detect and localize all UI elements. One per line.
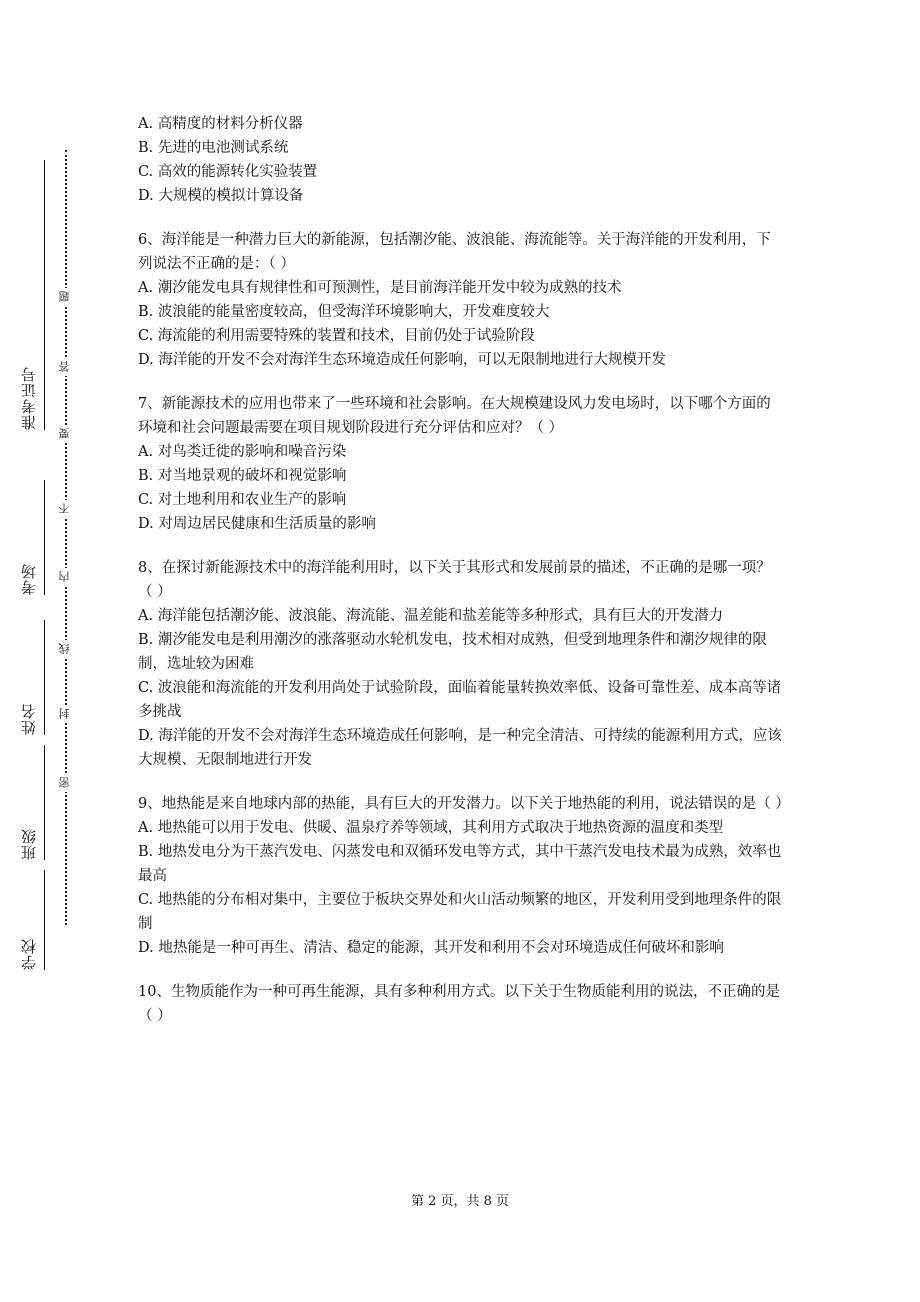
answer-option: A. 高精度的材料分析仪器 [138,116,303,132]
seal-char: 答 [56,358,74,376]
answer-option: D. 对周边居民健康和生活质量的影响 [138,516,376,532]
seal-char: 要 [56,425,74,443]
answer-option: C. 波浪能和海流能的开发利用尚处于试验阶段，面临着能量转换效率低、设备可靠性差、成本高等诸多挑战 [138,680,782,720]
binding-field-label: 班级 [20,828,38,860]
binding-field [14,160,44,430]
question-stem: 8、在探讨新能源技术中的海洋能利用时，以下关于其形式和发展前景的描述，不正确的是哪一项？（ ） [138,560,771,600]
answer-option: A. 对鸟类迁徙的影响和噪音污染 [138,444,347,460]
page-footer: 第 2 页，共 8 页 [410,1194,510,1209]
answer-option: B. 潮汐能发电是利用潮汐的涨落驱动水轮机发电，技术相对成熟，但受到地理条件和潮汐规律的限制，选址较为困难 [138,632,767,672]
seal-dotted-line [65,150,67,925]
question [138,228,784,372]
binding-field-line[interactable] [44,870,45,970]
answer-option: C. 海流能的利用需要特殊的装置和技术，目前仍处于试验阶段 [138,328,535,344]
answer-option: A. 潮汐能发电具有规律性和可预测性，是目前海洋能开发中较为成熟的技术 [138,280,622,296]
binding-field [14,620,44,735]
seal-char: 封 [56,705,74,723]
question [138,980,784,1028]
answer-option: C. 对土地利用和农业生产的影响 [138,492,347,508]
question-stem: 6、海洋能是一种潜力巨大的新能源，包括潮汐能、波浪能、海流能等。关于海洋能的开发利用，下列说法不正确的是：（ ） [138,232,771,272]
binding-field-label: 姓名 [20,703,38,735]
answer-option: B. 地热发电分为干蒸汽发电、闪蒸发电和双循环发电等方式，其中干蒸汽发电技术最为成熟，效率也最高 [138,844,782,884]
seal-char: 线 [56,640,74,658]
binding-field-label: 考场 [20,563,38,595]
binding-field-label: 准考证号 [20,366,38,430]
question-stem: 9、地热能是来自地球内部的热能，具有巨大的开发潜力。以下关于地热能的利用，说法错误的是（ ） [138,796,790,812]
answer-option: D. 大规模的模拟计算设备 [138,188,304,204]
binding-field-line[interactable] [44,160,45,430]
answer-option: A. 海洋能包括潮汐能、波浪能、海流能、温差能和盐差能等多种形式，具有巨大的开发潜力 [138,608,724,624]
binding-field-line[interactable] [44,745,45,860]
answer-option: D. 海洋能的开发不会对海洋生态环境造成任何影响，可以无限制地进行大规模开发 [138,352,666,368]
answer-option: D. 海洋能的开发不会对海洋生态环境造成任何影响，是一种完全清洁、可持续的能源利用方式，应该大规模、无限制地进行开发 [138,728,782,768]
binding-margin [0,0,110,1302]
question [138,556,784,772]
answer-option: A. 地热能可以用于发电、供暖、温泉疗养等领域，其利用方式取决于地热资源的温度和类型 [138,820,724,836]
question-list [138,112,790,1048]
seal-char: 不 [56,500,74,518]
question [138,112,784,208]
answer-option: B. 对当地景观的破坏和视觉影响 [138,468,347,484]
answer-option: B. 先进的电池测试系统 [138,140,289,156]
binding-field-label: 学校 [20,938,38,970]
answer-option: C. 高效的能源转化实验装置 [138,164,318,180]
seal-char: 题 [56,288,74,306]
binding-field [14,480,44,595]
question-stem: 10、生物质能作为一种可再生能源，具有多种利用方式。以下关于生物质能利用的说法，不正确的是（ ） [138,984,780,1024]
question [138,392,784,536]
binding-field-line[interactable] [44,620,45,735]
answer-option: C. 地热能的分布相对集中，主要位于板块交界处和火山活动频繁的地区，开发利用受到地理条件的限制 [138,892,782,932]
binding-field-line[interactable] [44,480,45,595]
question-stem: 7、新能源技术的应用也带来了一些环境和社会影响。在大规模建设风力发电场时，以下哪个方面的环境和社会问题最需要在项目规划阶段进行充分评估和应对？（ ） [138,396,771,436]
answer-option: D. 地热能是一种可再生、清洁、稳定的能源，其开发和利用不会对环境造成任何破坏和影响 [138,940,724,956]
binding-field [14,870,44,970]
seal-char: 密 [56,774,74,792]
seal-char: 内 [56,568,74,586]
answer-option: B. 波浪能的能量密度较高，但受海洋环境影响大，开发难度较大 [138,304,550,320]
binding-field [14,745,44,860]
question [138,792,790,960]
